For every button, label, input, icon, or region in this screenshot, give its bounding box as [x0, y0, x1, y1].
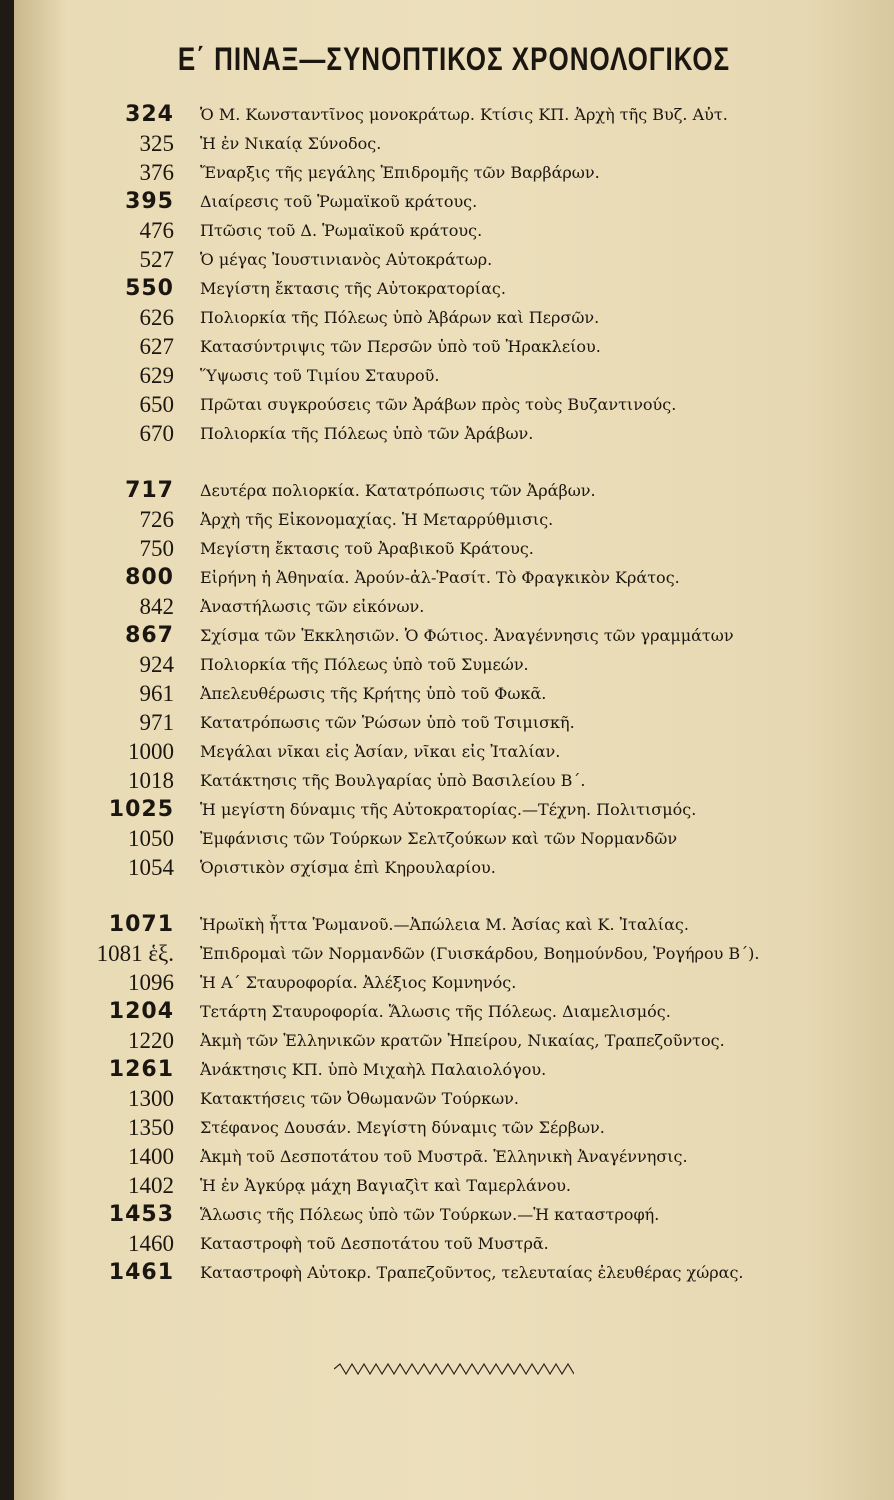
entry-text: Καταστροφὴ τοῦ Δεσποτάτου τοῦ Μυστρᾶ.	[200, 1234, 549, 1253]
entry-year: 629	[139, 363, 174, 388]
chronology-entry	[14, 853, 894, 882]
entry-text: Ἀρχὴ τῆς Εἰκονομαχίας. Ἡ Μεταρρύθμισις.	[200, 510, 554, 529]
entry-text: Ἀναστήλωσις τῶν εἰκόνων.	[200, 597, 425, 616]
entry-text: Κατασύντριψις τῶν Περσῶν ὑπὸ τοῦ Ἡρακλείου.	[200, 337, 601, 356]
entry-text: Ἅλωσις τῆς Πόλεως ὑπὸ τῶν Τούρκων.—Ἡ καταστροφή.	[200, 1205, 660, 1224]
entry-text: Πολιορκία τῆς Πόλεως ὑπὸ Ἀβάρων καὶ Περσῶν.	[200, 308, 600, 327]
entry-year: 842	[139, 594, 174, 619]
chronology-entry	[14, 534, 894, 563]
chronology-entry	[14, 419, 894, 448]
chronology-list	[14, 100, 894, 1287]
entry-text: Ἀκμὴ τῶν Ἑλληνικῶν κρατῶν Ἠπείρου, Νικαίας, Τραπεζοῦντος.	[200, 1031, 725, 1050]
entry-text: Κατακτήσεις τῶν Ὀθωμανῶν Τούρκων.	[200, 1089, 519, 1108]
entry-year: 395	[125, 189, 174, 214]
entry-text: Ἔναρξις τῆς μεγάλης Ἐπιδρομῆς τῶν Βαρβάρων.	[200, 163, 600, 182]
entry-year: 1054	[128, 855, 174, 880]
chronology-entry	[14, 245, 894, 274]
entry-text: Πτῶσις τοῦ Δ. Ῥωμαϊκοῦ κράτους.	[200, 221, 483, 240]
chronology-entry	[14, 216, 894, 245]
entry-text: Τετάρτη Σταυροφορία. Ἅλωσις τῆς Πόλεως. Διαμελισμός.	[200, 1002, 671, 1021]
entry-year: 1300	[128, 1086, 174, 1111]
chronology-entry	[14, 910, 894, 939]
entry-text: Ἡ ἐν Ἀγκύρᾳ μάχη Βαγιαζὶτ καὶ Ταμερλάνου.	[200, 1176, 572, 1195]
chronology-entry	[14, 939, 894, 968]
chronology-entry	[14, 1113, 894, 1142]
chronology-entry	[14, 708, 894, 737]
entry-year: 961	[139, 681, 174, 706]
chronology-entry	[14, 129, 894, 158]
chronology-entry	[14, 1084, 894, 1113]
entry-year: 800	[125, 565, 174, 590]
entry-text: Ἡρωϊκὴ ἧττα Ῥωμανοῦ.—Ἀπώλεια Μ. Ἀσίας καὶ Κ. Ἰταλίας.	[200, 915, 689, 934]
entry-text: Κατάκτησις τῆς Βουλγαρίας ὑπὸ Βασιλείου Β΄.	[200, 771, 586, 790]
chronology-entry	[14, 476, 894, 505]
entry-year: 550	[125, 276, 174, 301]
chronology-entry	[14, 621, 894, 650]
entry-text: Κατατρόπωσις τῶν Ῥώσων ὑπὸ τοῦ Τσιμισκῆ.	[200, 713, 575, 732]
chronology-entry	[14, 1229, 894, 1258]
entry-text: Πολιορκία τῆς Πόλεως ὑπὸ τοῦ Συμεών.	[200, 655, 529, 674]
entry-text: Καταστροφὴ Αὐτοκρ. Τραπεζοῦντος, τελευταίας ἐλευθέρας χώρας.	[200, 1263, 744, 1282]
chronology-entry	[14, 997, 894, 1026]
entry-year: 1018	[128, 768, 174, 793]
chronology-entry	[14, 968, 894, 997]
entry-year: 1204	[108, 999, 174, 1024]
entry-year: 717	[125, 478, 174, 503]
entry-text: Μεγάλαι νῖκαι εἰς Ἀσίαν, νῖκαι εἰς Ἰταλίαν.	[200, 742, 561, 761]
chronology-entry	[14, 824, 894, 853]
ornament-divider	[334, 1362, 574, 1376]
entry-year: 324	[125, 102, 174, 127]
entry-year: 650	[139, 392, 174, 417]
entry-year: 1261	[108, 1057, 174, 1082]
chronology-entry	[14, 505, 894, 534]
chronology-entry	[14, 1258, 894, 1287]
entry-year: 670	[139, 421, 174, 446]
entry-year: 1350	[128, 1115, 174, 1140]
entry-text: Πολιορκία τῆς Πόλεως ὑπὸ τῶν Ἀράβων.	[200, 424, 534, 443]
chronology-entry	[14, 187, 894, 216]
entry-year: 750	[139, 536, 174, 561]
entry-text: Μεγίστη ἔκτασις τῆς Αὐτοκρατορίας.	[200, 279, 506, 298]
entry-text: Εἰρήνη ἡ Ἀθηναία. Ἀρούν-ἀλ-Ῥασίτ. Τὸ Φραγκικὸν Κράτος.	[200, 568, 680, 587]
entry-year: 1400	[128, 1144, 174, 1169]
chronology-entry	[14, 795, 894, 824]
chronology-entry	[14, 766, 894, 795]
entry-text: Ἀπελευθέρωσις τῆς Κρήτης ὑπὸ τοῦ Φωκᾶ.	[200, 684, 547, 703]
entry-text: Ἡ μεγίστη δύναμις τῆς Αὐτοκρατορίας.—Τέχνη. Πολιτισμός.	[200, 800, 697, 819]
chronology-entry	[14, 1142, 894, 1171]
entry-year: 476	[139, 218, 174, 243]
entry-text: Δευτέρα πολιορκία. Κατατρόπωσις τῶν Ἀράβων.	[200, 481, 596, 500]
entry-year: 1050	[128, 826, 174, 851]
entry-year: 376	[139, 160, 174, 185]
entry-year: 1025	[108, 797, 174, 822]
entry-text: Ἐπιδρομαὶ τῶν Νορμανδῶν (Γυισκάρδου, Βοημούνδου, Ῥογήρου Β΄).	[200, 944, 760, 963]
chronology-entry	[14, 390, 894, 419]
entry-year: 726	[139, 507, 174, 532]
entry-year: 627	[139, 334, 174, 359]
page-title: Ε΄ ΠΙΝΑΞ—ΣΥΝΟΠΤΙΚΟΣ ΧΡΟΝΟΛΟΓΙΚΟΣ	[177, 40, 731, 78]
chronology-entry	[14, 1055, 894, 1084]
entry-year: 1081 ἑξ.	[96, 941, 174, 966]
entry-year: 1460	[128, 1231, 174, 1256]
chronology-entry	[14, 332, 894, 361]
entry-year: 924	[139, 652, 174, 677]
entry-text: Μεγίστη ἔκτασις τοῦ Ἀραβικοῦ Κράτους.	[200, 539, 534, 558]
chronology-entry	[14, 274, 894, 303]
chronology-entry	[14, 361, 894, 390]
entry-year: 626	[139, 305, 174, 330]
entry-year: 971	[139, 710, 174, 735]
entry-year: 1461	[108, 1260, 174, 1285]
entry-year: 325	[139, 131, 174, 156]
entry-text: Ἡ Α΄ Σταυροφορία. Ἀλέξιος Κομνηνός.	[200, 973, 517, 992]
entry-year: 867	[125, 623, 174, 648]
entry-text: Ἀνάκτησις ΚΠ. ὑπὸ Μιχαὴλ Παλαιολόγου.	[200, 1060, 547, 1079]
entry-text: Ἀκμὴ τοῦ Δεσποτάτου τοῦ Μυστρᾶ. Ἑλληνικὴ Ἀναγέννησις.	[200, 1147, 688, 1166]
chronology-entry	[14, 650, 894, 679]
entry-year: 527	[139, 247, 174, 272]
chronology-entry	[14, 563, 894, 592]
entry-text: Στέφανος Δουσάν. Μεγίστη δύναμις τῶν Σέρβων.	[200, 1118, 605, 1137]
entry-text: Ὁ μέγας Ἰουστινιανὸς Αὐτοκράτωρ.	[200, 250, 493, 269]
chronology-entry	[14, 1026, 894, 1055]
chronology-entry	[14, 303, 894, 332]
chronology-entry	[14, 737, 894, 766]
entry-text: Ὕψωσις τοῦ Τιμίου Σταυροῦ.	[200, 366, 440, 385]
chronology-entry	[14, 100, 894, 129]
entry-text: Ὁ Μ. Κωνσταντῖνος μονοκράτωρ. Κτίσις ΚΠ. Ἀρχὴ τῆς Βυζ. Αὐτ.	[200, 105, 728, 124]
entry-text: Ὁριστικὸν σχίσμα ἐπὶ Κηρουλαρίου.	[200, 858, 496, 877]
chronology-entry	[14, 592, 894, 621]
entry-year: 1071	[108, 912, 174, 937]
chronology-entry	[14, 158, 894, 187]
entry-text: Ἐμφάνισις τῶν Τούρκων Σελτζούκων καὶ τῶν Νορμανδῶν	[200, 829, 678, 848]
chronology-entry	[14, 1171, 894, 1200]
chronology-entry	[14, 679, 894, 708]
entry-text: Σχίσμα τῶν Ἐκκλησιῶν. Ὁ Φώτιος. Ἀναγέννησις τῶν γραμμάτων	[200, 626, 734, 645]
document-page	[14, 0, 894, 1500]
entry-year: 1000	[128, 739, 174, 764]
chronology-entry	[14, 1200, 894, 1229]
entry-year: 1453	[108, 1202, 174, 1227]
entry-year: 1220	[128, 1028, 174, 1053]
entry-text: Διαίρεσις τοῦ Ῥωμαϊκοῦ κράτους.	[200, 192, 478, 211]
entry-year: 1402	[128, 1173, 174, 1198]
entry-year: 1096	[128, 970, 174, 995]
entry-text: Πρῶται συγκρούσεις τῶν Ἀράβων πρὸς τοὺς Βυζαντινούς.	[200, 395, 677, 414]
entry-text: Ἡ ἐν Νικαίᾳ Σύνοδος.	[200, 134, 382, 153]
